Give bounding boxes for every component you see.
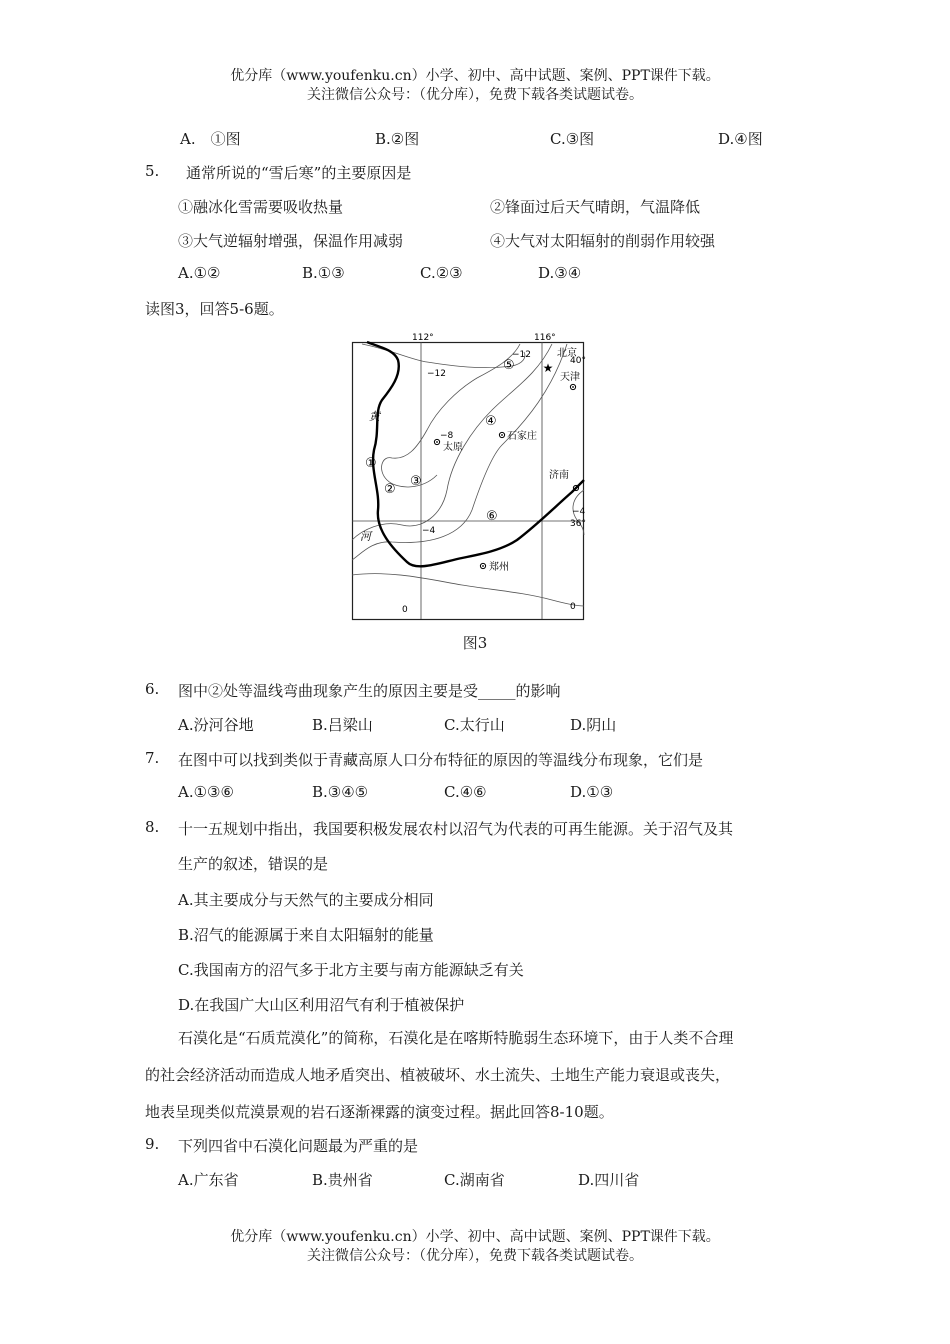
q9-option-c: C.湖南省 — [444, 1171, 505, 1189]
q5-item-2: ②锋面过后天气晴朗，气温降低 — [490, 198, 701, 216]
passage-line-2: 的社会经济活动而造成人地矛盾突出、植被破坏、水土流失、土地生产能力衰退或丧失， — [145, 1066, 731, 1084]
q4-option-b: B.②图 — [375, 130, 420, 148]
city-jinan: 济南 — [549, 470, 569, 481]
q5-stem: 通常所说的“雪后寒”的主要原因是 — [186, 164, 412, 182]
q6-option-b: B.吕梁山 — [312, 716, 373, 734]
figure-caption: 图3 — [462, 634, 488, 652]
isotherm-label-2: −12 — [427, 369, 446, 379]
passage-line-1: 石漠化是“石质荒漠化”的简称，石漠化是在喀斯特脆弱生态环境下，由于人类不合理 — [178, 1029, 734, 1047]
lon-label-116: 116° — [534, 333, 556, 343]
lon-label-112: 112° — [412, 333, 434, 343]
q6-option-c: C.太行山 — [444, 716, 505, 734]
q5-option-d: D.③④ — [538, 264, 582, 282]
lat-label-36: 36° — [570, 519, 586, 529]
header-line-1: 优分库（www.youfenku.cn）小学、初中、高中试题、案例、PPT课件下载。 — [230, 68, 720, 84]
q8-stem-1: 十一五规划中指出，我国要积极发展农村以沼气为代表的可再生能源。关于沼气及其 — [178, 820, 734, 838]
q6-option-d: D.阴山 — [570, 716, 617, 734]
q5-option-b: B.①③ — [302, 264, 345, 282]
q8-number: 8. — [145, 818, 160, 836]
city-taiyuan: 太原 — [443, 442, 463, 453]
q5-item-1: ①融冰化雪需要吸收热量 — [178, 198, 344, 216]
q8-option-d: D.在我国广大山区利用沼气有利于植被保护 — [178, 996, 465, 1014]
q7-number: 7. — [145, 749, 160, 767]
q7-stem: 在图中可以找到类似于青藏高原人口分布特征的原因的等温线分布现象，它们是 — [178, 751, 704, 769]
isotherm-label-3: −8 — [440, 431, 454, 441]
city-shijiazhuang: 石家庄 — [507, 431, 537, 442]
q9-option-b: B.贵州省 — [312, 1171, 373, 1189]
isotherm-label-1: −12 — [512, 350, 531, 360]
q6-stem: 图中②处等温线弯曲现象产生的原因主要是受_____的影响 — [178, 682, 561, 700]
isotherm-map — [352, 330, 584, 620]
q8-stem-2: 生产的叙述，错误的是 — [178, 855, 329, 873]
q5-number: 5. — [145, 162, 160, 180]
q5-option-c: C.②③ — [420, 264, 463, 282]
q9-number: 9. — [145, 1135, 160, 1153]
marker-6: ⑥ — [486, 509, 498, 524]
river-label-he: 河 — [360, 530, 371, 543]
footer-line-1: 优分库（www.youfenku.cn）小学、初中、高中试题、案例、PPT课件下载。 — [230, 1229, 720, 1245]
intro-5-6: 读图3，回答5-6题。 — [145, 300, 284, 318]
q5-item-4: ④大气对太阳辐射的削弱作用较强 — [490, 232, 716, 250]
q9-stem: 下列四省中石漠化问题最为严重的是 — [178, 1137, 419, 1155]
marker-5: ⑤ — [503, 358, 515, 373]
lat-label-40: 40° — [570, 356, 586, 366]
passage-line-3: 地表呈现类似荒漠景观的岩石逐渐裸露的演变过程。据此回答8-10题。 — [145, 1103, 614, 1121]
marker-2: ② — [384, 482, 396, 497]
city-tianjin: 天津 — [560, 372, 580, 383]
q7-option-d: D.①③ — [570, 783, 614, 801]
footer-line-2: 关注微信公众号：（优分库），免费下载各类试题试卷。 — [307, 1248, 643, 1264]
header-line-2: 关注微信公众号：（优分库），免费下载各类试题试卷。 — [307, 87, 643, 103]
beijing-star-icon: ★ — [542, 361, 554, 375]
q5-item-3: ③大气逆辐射增强，保温作用减弱 — [178, 232, 404, 250]
q9-option-a: A.广东省 — [178, 1171, 239, 1189]
q7-option-a: A.①③⑥ — [178, 783, 234, 801]
city-zhengzhou: 郑州 — [489, 562, 509, 573]
q6-number: 6. — [145, 680, 160, 698]
q4-option-a: A. ①图 — [180, 130, 241, 148]
city-beijing: 北京 — [557, 348, 577, 359]
q7-option-c: C.④⑥ — [444, 783, 487, 801]
q4-option-c: C.③图 — [550, 130, 595, 148]
q5-option-a: A.①② — [178, 264, 221, 282]
isotherm-label-4: −4 — [422, 526, 436, 536]
q8-option-b: B.沼气的能源属于来自太阳辐射的能量 — [178, 926, 434, 944]
q9-option-d: D.四川省 — [578, 1171, 640, 1189]
marker-4: ④ — [485, 414, 497, 429]
city-dots — [434, 361, 578, 569]
q8-option-a: A.其主要成分与天然气的主要成分相同 — [178, 891, 434, 909]
marker-1: ① — [365, 456, 377, 471]
isotherm-zero — [352, 574, 584, 606]
q8-option-c: C.我国南方的沼气多于北方主要与南方能源缺乏有关 — [178, 961, 524, 979]
yellow-river — [367, 342, 584, 566]
river-label-huang: 黄 — [369, 410, 380, 423]
isotherm-label-6: 0 — [402, 605, 408, 615]
q4-option-d: D.④图 — [718, 130, 763, 148]
q7-option-b: B.③④⑤ — [312, 783, 369, 801]
isotherm-label-5: −4 — [572, 507, 586, 517]
marker-3: ③ — [410, 474, 422, 489]
q6-option-a: A.汾河谷地 — [178, 716, 254, 734]
isotherm-label-7: 0 — [570, 602, 576, 612]
